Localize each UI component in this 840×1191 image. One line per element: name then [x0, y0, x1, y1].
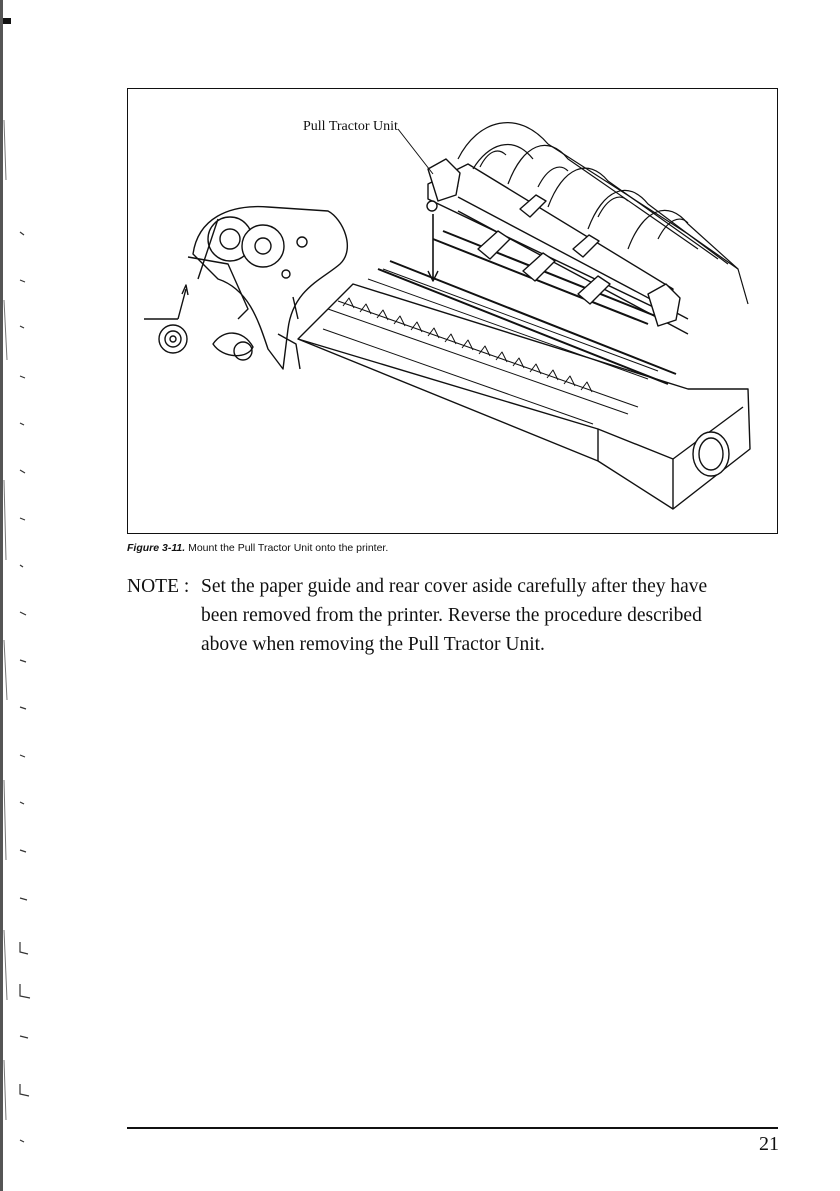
note-line: been removed from the printer. Reverse the procedure described	[201, 605, 702, 626]
figure-number: Figure 3-11.	[127, 542, 186, 554]
note-heading: NOTE :	[127, 576, 190, 597]
pull-tractor-callout: Pull Tractor Unit	[303, 119, 398, 134]
note-line: Set the paper guide and rear cover aside carefully after they have	[201, 576, 708, 597]
figure-caption-text: Mount the Pull Tractor Unit onto the printer.	[188, 542, 389, 554]
note-line: above when removing the Pull Tractor Unit.	[201, 634, 545, 655]
margin-scan-marks	[14, 0, 64, 1191]
printer-illustration	[128, 89, 779, 535]
page-number: 21	[759, 1133, 779, 1155]
footer-rule	[127, 1127, 778, 1129]
figure-caption	[127, 542, 388, 554]
note-body	[201, 572, 782, 659]
figure-frame	[127, 88, 778, 534]
binding-edge	[0, 0, 14, 1191]
